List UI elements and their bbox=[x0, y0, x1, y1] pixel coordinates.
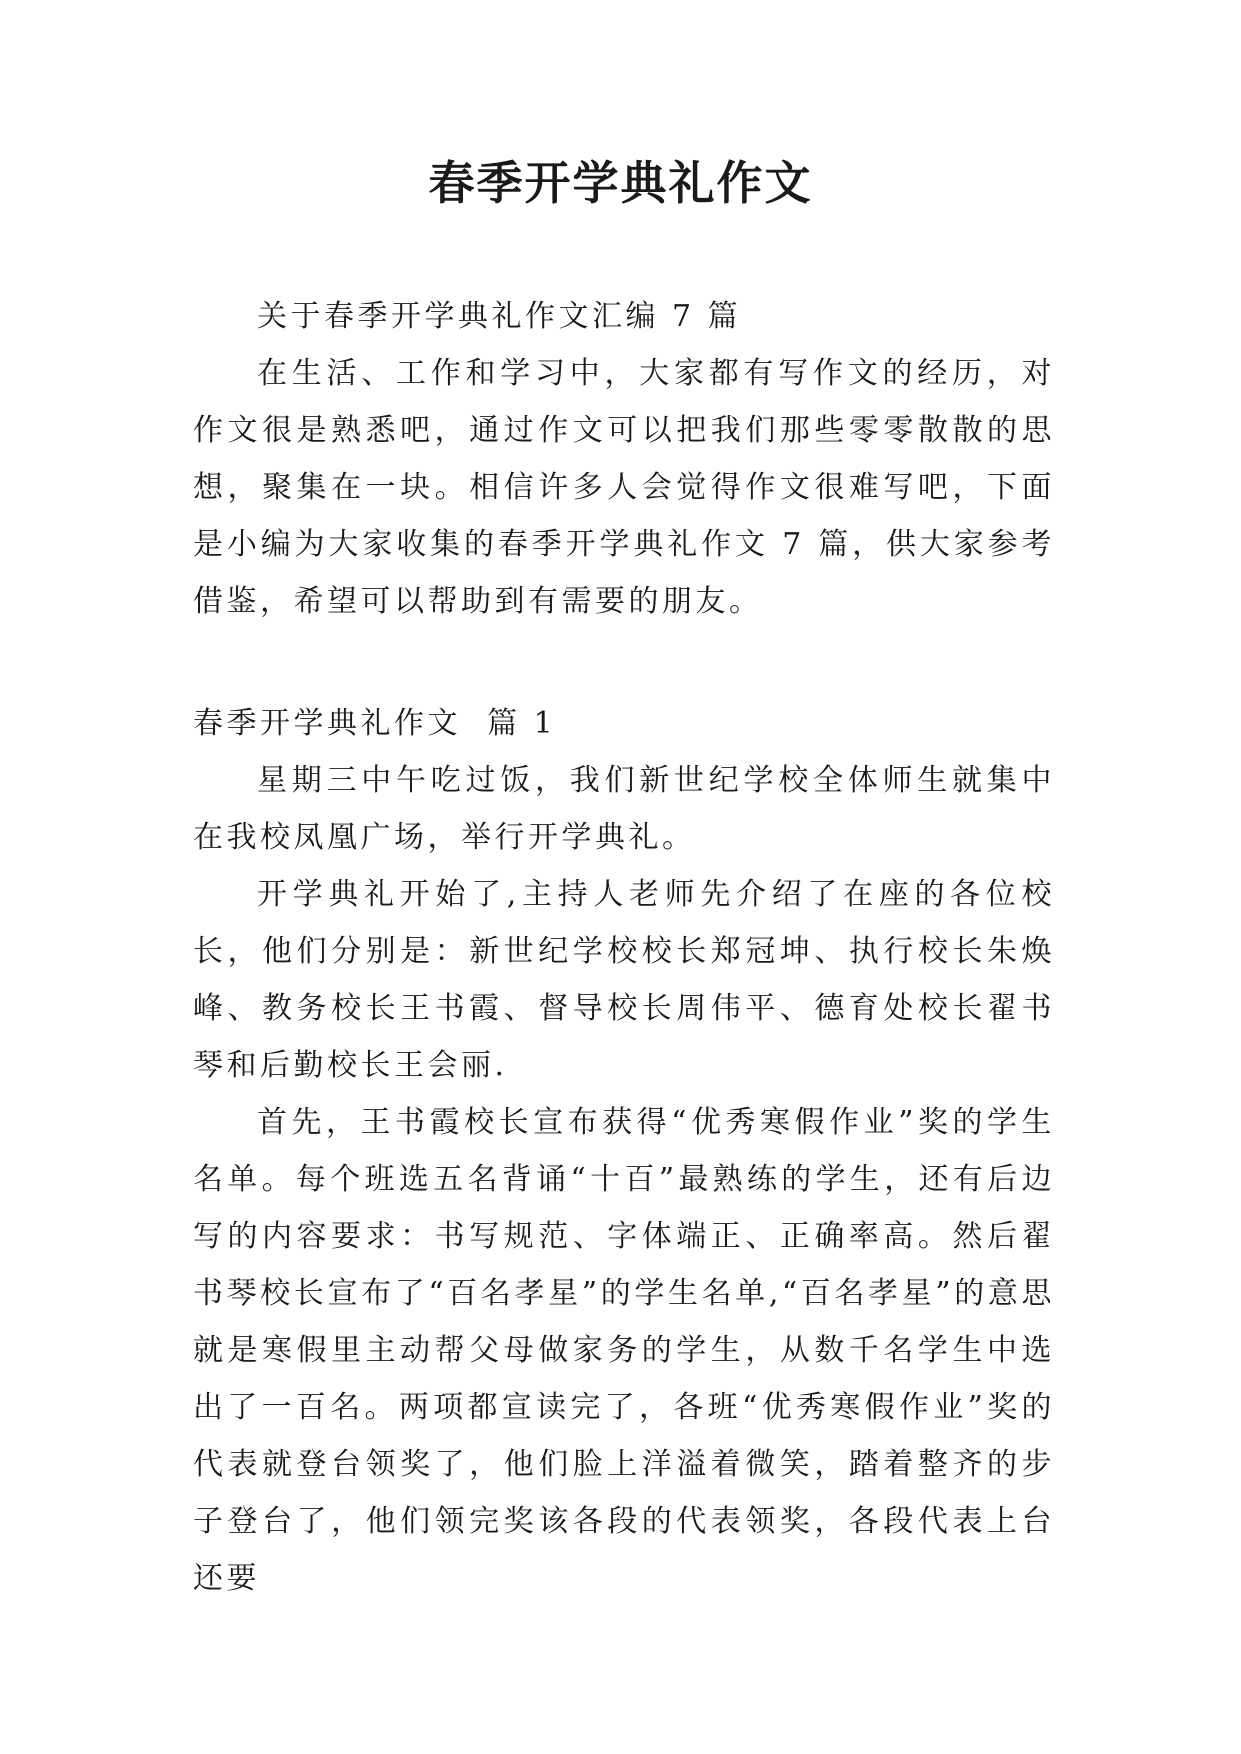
body-paragraph: 首先，王书霞校长宣布获得“优秀寒假作业”奖的学生名单。每个班选五名背诵“十百”最熟练的学生，还有后边写的内容要求：书写规范、字体端正、正确率高。然后翟书琴校长宣布了“百名孝星”的学生名单,“百名孝星”的意思就是寒假里主动帮父母做家务的学生，从数千名学生中选出了一百名。两项都宣读完了，各班“优秀寒假作业”奖的代表就登台领奖了，他们脸上洋溢着微笑，踏着整齐的步子登台了，他们领完奖该各段的代表领奖，各段代表上台还要 bbox=[193, 1105, 1055, 1596]
section-heading: 春季开学典礼作文 篇 1 bbox=[193, 706, 557, 741]
body-paragraph: 星期三中午吃过饭，我们新世纪学校全体师生就集中在我校凤凰广场，举行开学典礼。 bbox=[193, 763, 1055, 855]
intro-paragraph: 在生活、工作和学习中，大家都有写作文的经历，对作文很是熟悉吧，通过作文可以把我们那些零零散散的思想，聚集在一块。相信许多人会觉得作文很难写吧，下面是小编为大家收集的春季开学典礼作文 7 篇，供大家参考借鉴，希望可以帮助到有需要的朋友。 bbox=[193, 356, 1055, 619]
body-paragraph: 开学典礼开始了,主持人老师先介绍了在座的各位校长，他们分别是：新世纪学校校长郑冠坤、执行校长朱焕峰、教务校长王书霞、督导校长周伟平、德育处校长翟书琴和后勤校长王会丽. bbox=[193, 877, 1055, 1083]
document-subtitle: 关于春季开学典礼作文汇编 7 篇 bbox=[257, 299, 742, 334]
document-title: 春季开学典礼作文 bbox=[428, 156, 813, 210]
